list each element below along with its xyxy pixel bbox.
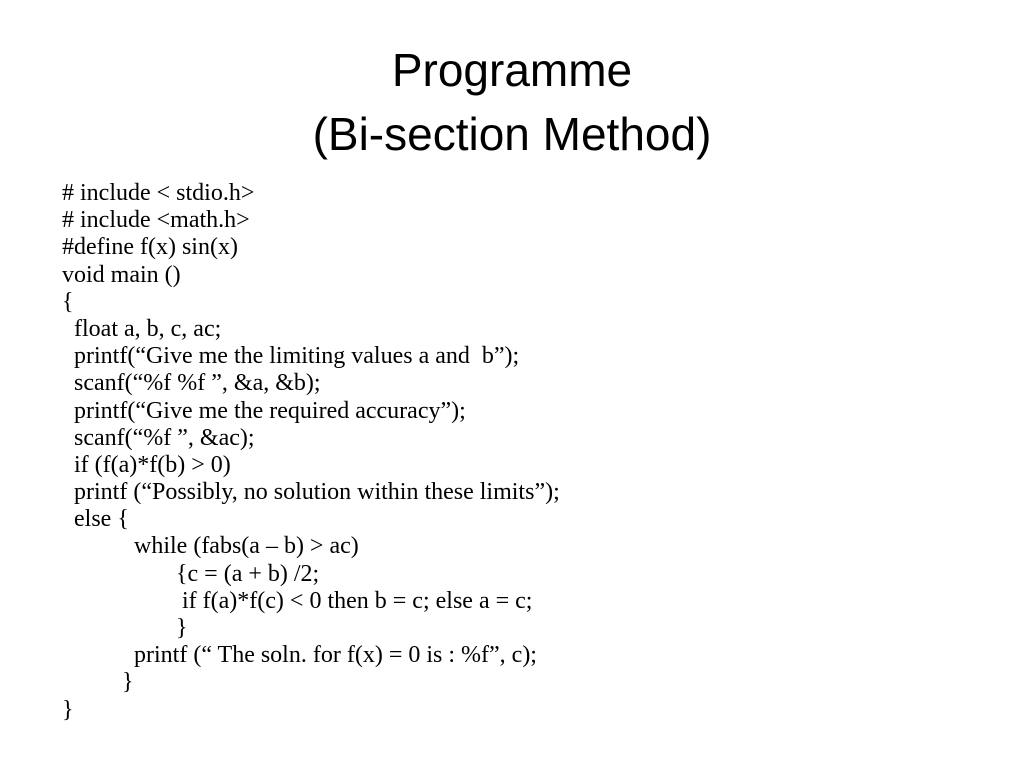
code-line: { — [62, 288, 74, 315]
code-line: } — [62, 696, 74, 723]
title-line-2: (Bi-section Method) — [312, 108, 712, 160]
slide-title — [0, 38, 1024, 166]
code-line: # include < stdio.h> — [62, 180, 255, 206]
code-line: if (f(a)*f(b) > 0) — [62, 451, 231, 478]
code-line: scanf(“%f %f ”, &a, &b); — [62, 370, 321, 397]
code-line: printf(“Give me the limiting values a and b”); — [62, 343, 520, 370]
code-line: else { — [62, 506, 129, 533]
code-line: # include <math.h> — [62, 207, 250, 234]
code-line: scanf(“%f ”, &ac); — [62, 424, 255, 451]
code-listing — [62, 180, 1002, 740]
code-line: printf (“ The soln. for f(x) = 0 is : %f”, c); — [62, 642, 537, 669]
code-line: printf (“Possibly, no solution within these limits”); — [62, 479, 560, 506]
code-line: } — [62, 669, 134, 696]
code-line: {c = (a + b) /2; — [62, 560, 320, 587]
title-line-1: Programme — [391, 44, 633, 96]
code-line: void main () — [62, 261, 181, 288]
code-line: if f(a)*f(c) < 0 then b = c; else a = c; — [62, 587, 533, 614]
code-line: #define f(x) sin(x) — [62, 234, 238, 261]
code-line: float a, b, c, ac; — [62, 315, 222, 342]
code-line: } — [62, 615, 188, 641]
code-line: printf(“Give me the required accuracy”); — [62, 397, 466, 424]
code-line: while (fabs(a – b) > ac) — [62, 533, 359, 560]
